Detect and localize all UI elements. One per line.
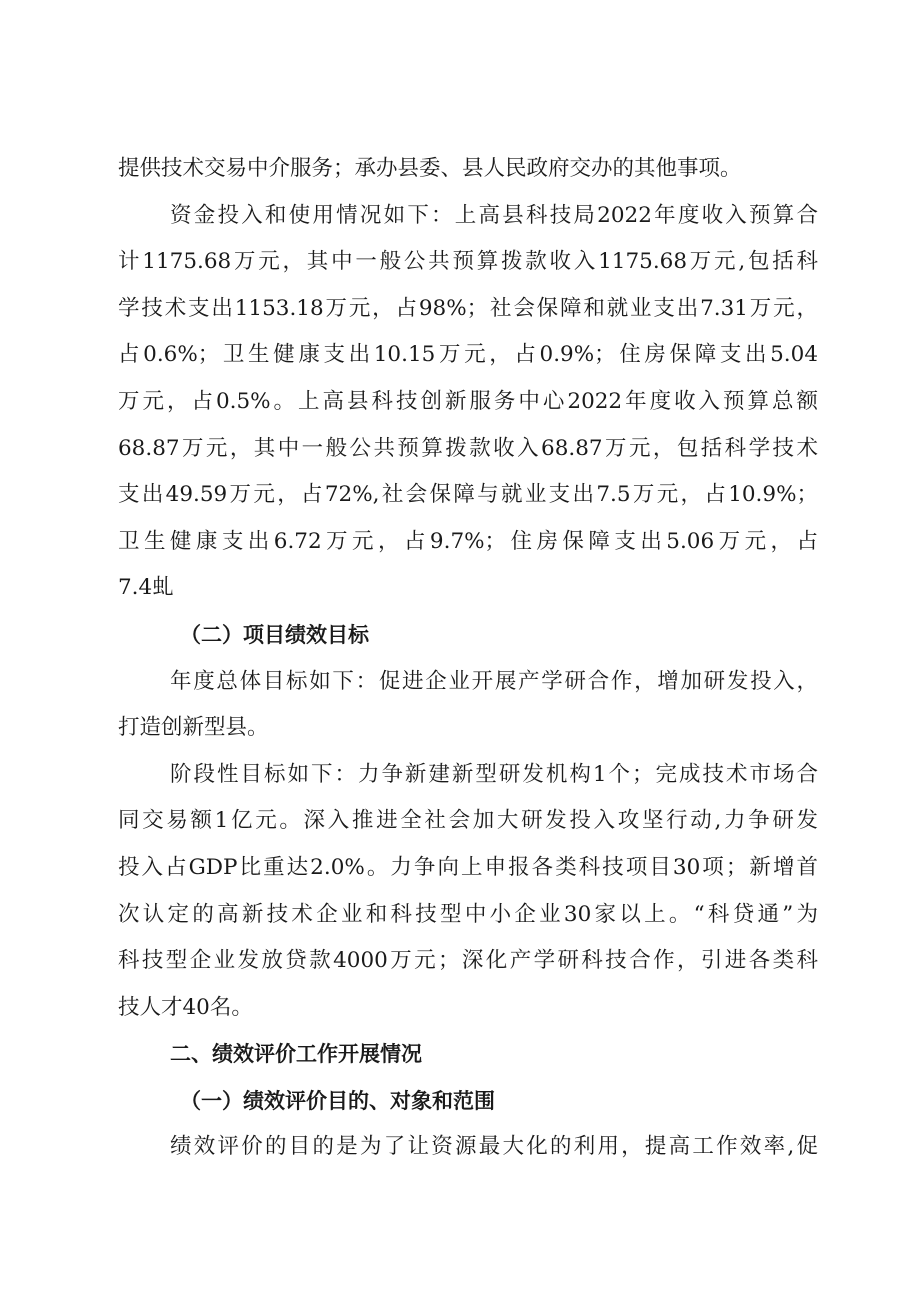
- text-line: 学技术支出1153.18万元，占98%；社会保障和就业支出7.31万元，: [118, 295, 818, 321]
- paragraph-start-funding: 资金投入和使用情况如下：上高县科技局2022年度收入预算合: [170, 202, 818, 228]
- section-subheading-goals: （二）项目绩效目标: [180, 622, 369, 647]
- text-line: 技人才40名。: [118, 994, 253, 1020]
- section-subheading-purpose: （一）绩效评价目的、对象和范围: [180, 1088, 495, 1113]
- body-text: [118, 146, 818, 1171]
- text-line: 卫生健康支出6.72万元，占9.7%；住房保障支出5.06万元，占: [118, 528, 818, 554]
- text-line: 同交易额1亿元。深入推进全社会加大研发投入攻坚行动,力争研发: [118, 808, 818, 834]
- text-line: 投入占GDP比重达2.0%。力争向上申报各类科技项目30项；新增首: [118, 854, 818, 880]
- section-heading-evaluation: 二、绩效评价工作开展情况: [170, 1042, 422, 1067]
- text-line: 提供技术交易中介服务；承办县委、县人民政府交办的其他事项。: [118, 156, 742, 181]
- text-line: 打造创新型县。: [118, 715, 269, 741]
- text-line: 次认定的高新技术企业和科技型中小企业30家以上。“科贷通”为: [118, 901, 818, 927]
- text-line: 万元，占0.5%。上高县科技创新服务中心2022年度收入预算总额: [118, 388, 818, 414]
- text-line: 占0.6%；卫生健康支出10.15万元，占0.9%；住房保障支出5.04: [118, 342, 818, 368]
- paragraph-start-purpose: 绩效评价的目的是为了让资源最大化的利用，提高工作效率,促: [170, 1134, 818, 1160]
- text-line: 支出49.59万元，占72%,社会保障与就业支出7.5万元，占10.9%；: [118, 482, 818, 508]
- text-line: 68.87万元，其中一般公共预算拨款收入68.87万元，包括科学技术: [118, 435, 818, 461]
- text-line: 计1175.68万元，其中一般公共预算拨款收入1175.68万元,包括科: [118, 249, 818, 275]
- text-line: 科技型企业发放贷款4000万元；深化产学研科技合作，引进各类科: [118, 948, 818, 974]
- text-line: 7.4虬: [118, 575, 174, 601]
- paragraph-start-annual-goal: 年度总体目标如下：促进企业开展产学研合作，增加研发投入，: [170, 668, 818, 694]
- paragraph-start-stage-goal: 阶段性目标如下：力争新建新型研发机构1个；完成技术市场合: [170, 761, 818, 787]
